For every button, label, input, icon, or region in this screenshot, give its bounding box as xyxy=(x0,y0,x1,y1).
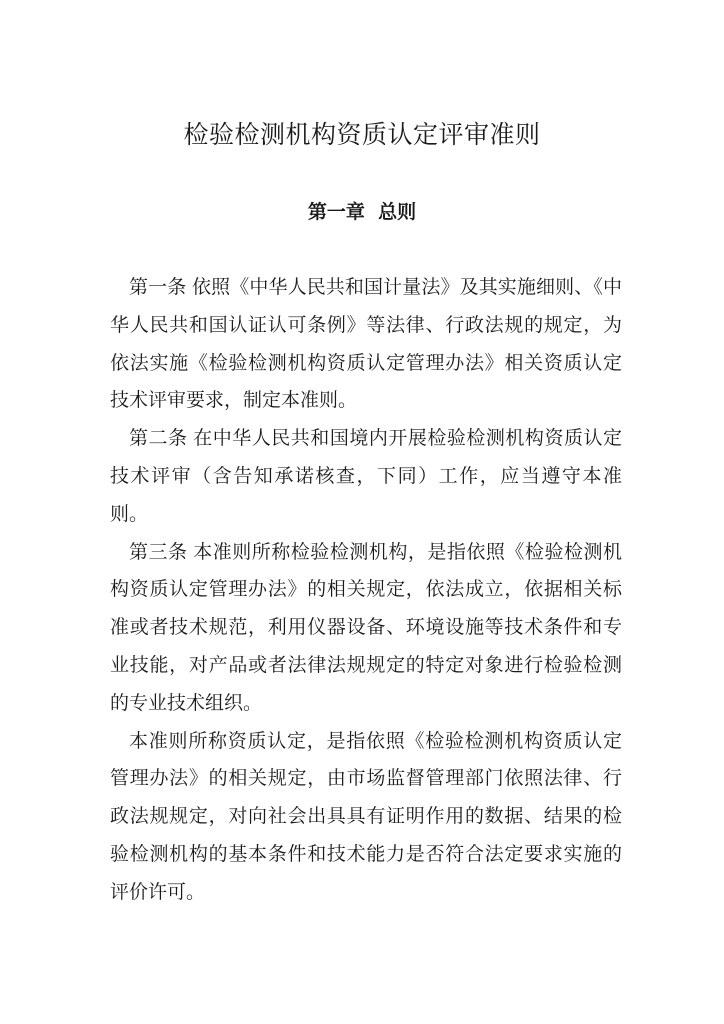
article-paragraph xyxy=(110,269,622,420)
article-number: 第三条 xyxy=(129,540,188,563)
document-title: 检验检测机构资质认定评审准则 xyxy=(183,120,541,149)
article-text: 依照《中华人民共和国计量法》及其实施细则、《中华人民共和国认证认可条例》等法律、行政法规的规定，为依法实施《检验检测机构资质认定管理办法》相关资质认定技术评审要求，制定本准则。 xyxy=(110,276,622,412)
article-text: 在中华人民共和国境内开展检验检测机构资质认定技术评审（含告知承诺核查，下同）工作，应当遵守本准则。 xyxy=(110,427,622,525)
article-text: 本准则所称检验检测机构，是指依照《检验检测机构资质认定管理办法》的相关规定，依法成立，依据相关标准或者技术规范，利用仪器设备、环境设施等技术条件和专业技能，对产品或者法律法规规定的特定对象进行检验检测的专业技术组织。 xyxy=(110,540,622,714)
document-body xyxy=(110,269,622,912)
article-paragraph xyxy=(110,723,622,912)
article-text: 本准则所称资质认定，是指依照《检验检测机构资质认定管理办法》的相关规定，由市场监督管理部门依照法律、行政法规规定，对向社会出具具有证明作用的数据、结果的检验检测机构的基本条件和技术能力是否符合法定要求实施的评价许可。 xyxy=(110,729,622,903)
article-paragraph xyxy=(110,534,622,723)
article-number: 第一条 xyxy=(129,276,187,298)
chapter-heading: 第一章 总则 xyxy=(307,201,417,223)
article-number: 第二条 xyxy=(129,427,188,450)
article-paragraph xyxy=(110,420,622,533)
